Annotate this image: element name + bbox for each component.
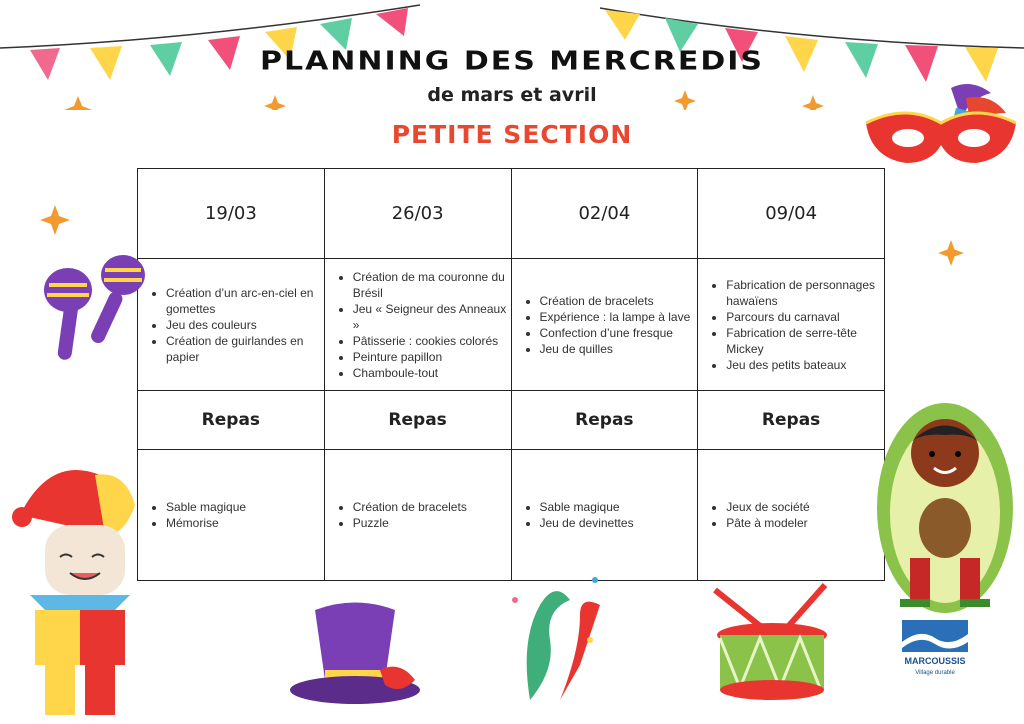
sparkle-icon (40, 205, 70, 235)
activity-list (698, 277, 884, 373)
logo-name: MARCOUSSIS (904, 656, 966, 666)
page-subtitle: de mars et avril (427, 84, 597, 106)
activity-item: • Pâtisserie : cookies colorés (353, 333, 507, 349)
date-header: 02/04 (511, 169, 698, 259)
activity-list (138, 285, 324, 365)
date-row (138, 169, 885, 259)
logo-tagline: Village durable (915, 670, 955, 676)
afternoon-cell (138, 450, 325, 581)
party-hat-icon (285, 590, 425, 710)
activity-item: • Peinture papillon (353, 349, 507, 365)
activities-cell (511, 259, 698, 391)
activity-item: • Expérience : la lampe à lave (540, 309, 694, 325)
afternoon-cell (324, 450, 511, 581)
activity-item: • Chamboule-tout (353, 365, 507, 381)
afternoon-list (138, 499, 324, 531)
date-header: 19/03 (138, 169, 325, 259)
afternoon-list (325, 499, 511, 531)
activity-item: • Fabrication de personnages hawaïens (726, 277, 880, 309)
activity-item: • Jeu « Seigneur des Anneaux » (353, 301, 507, 333)
activities-cell (324, 259, 511, 391)
meal-cell: Repas (138, 391, 325, 450)
section-title: PETITE SECTION (391, 120, 633, 149)
meal-cell: Repas (511, 391, 698, 450)
activity-item: • Création de ma couronne du Brésil (353, 269, 507, 301)
activity-item: • Création d’un arc-en-ciel en gomettes (166, 285, 320, 317)
meal-row (138, 391, 885, 450)
activity-item: • Jeux de société (726, 499, 880, 515)
meal-cell: Repas (698, 391, 885, 450)
activity-item: • Sable magique (166, 499, 320, 515)
party-horn-icon (495, 560, 615, 710)
afternoon-cell (698, 450, 885, 581)
date-header: 26/03 (324, 169, 511, 259)
activity-item: • Création de guirlandes en papier (166, 333, 320, 365)
afternoon-list (512, 499, 698, 531)
activity-item: • Confection d’une fresque (540, 325, 694, 341)
activity-item: • Création de bracelets (353, 499, 507, 515)
activity-item: • Fabrication de serre-tête Mickey (726, 325, 880, 357)
meal-cell: Repas (324, 391, 511, 450)
activity-item: • Création de bracelets (540, 293, 694, 309)
carnival-mask-icon (856, 78, 1024, 178)
activity-item: • Jeu des petits bateaux (726, 357, 880, 373)
activities-cell (138, 259, 325, 391)
date-header: 09/04 (698, 169, 885, 259)
activity-item: • Puzzle (353, 515, 507, 531)
activity-list (512, 293, 698, 357)
activity-item: • Sable magique (540, 499, 694, 515)
activity-item: • Parcours du carnaval (726, 309, 880, 325)
avocado-character-icon (870, 388, 1020, 618)
activity-list (325, 269, 511, 381)
activity-item: • Jeu des couleurs (166, 317, 320, 333)
activities-cell (698, 259, 885, 391)
activity-item: • Jeu de quilles (540, 341, 694, 357)
activities-row (138, 259, 885, 391)
activity-item: • Mémorise (166, 515, 320, 531)
maracas-icon (25, 245, 145, 365)
marcoussis-logo (898, 618, 972, 680)
sparkle-icon (938, 240, 964, 266)
activity-item: • Jeu de devinettes (540, 515, 694, 531)
schedule-table (137, 168, 885, 581)
activity-item: • Pâte à modeler (726, 515, 880, 531)
page-title: PLANNING DES MERCREDIS (259, 46, 765, 77)
afternoon-list (698, 499, 884, 531)
drum-icon (705, 580, 840, 710)
jester-icon (0, 445, 140, 724)
